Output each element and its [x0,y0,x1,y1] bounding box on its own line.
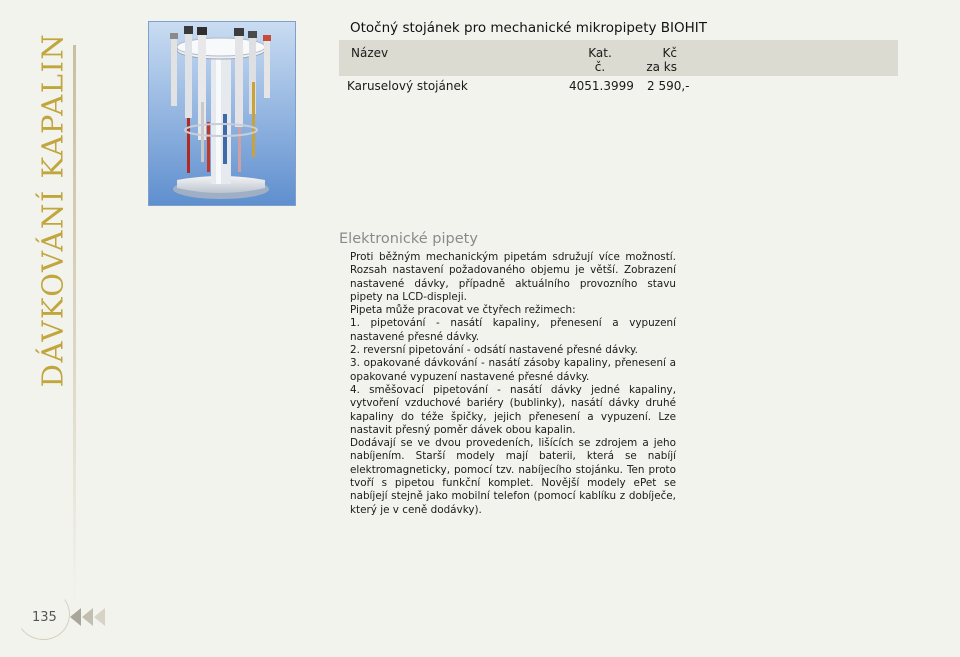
column-header-price-line2: za ks [646,60,677,74]
paragraph: Dodávají se ve dvou provedeních, lišících se zdrojem a jeho nabíjením. Starší modely mají baterii, která se nabíjí elektromagneticky, pomocí tzv. nabíjecího stojánku. Ten proto tvoří s pipetou funkční komplet. Novější modely ePet se nabíjejí stejně jako mobilní telefon (pomocí kablíku z dobíječe, který je v ceně dodávky). [350,437,676,516]
paragraph: Proti běžným mechanickým pipetám sdružují více možností. Rozsah nastavení požadovaného objemu je větší. Zobrazení nastavené dávky, případně aktuálního provozního stavu pipety na LCD-displeji. [350,251,676,303]
arrow-left-icon [70,608,81,626]
cell-catalog-number: 4051.3999 [569,79,634,93]
column-header-catalog-line1: Kat. [588,46,612,60]
column-header-price-line1: Kč [662,46,677,60]
table-row [339,79,898,97]
arrow-left-icon [94,608,105,626]
paragraph: 3. opakované dávkování - nasátí zásoby kapaliny, přenesení a opakované vypuzení nastavené přesné dávky. [350,357,676,383]
paragraph: 1. pipetování - nasátí kapaliny, přenesení a vypuzení nastavené přesné dávky. [350,317,676,343]
cell-name: Karuselový stojánek [347,79,468,93]
paragraph: 2. reversní pipetování - odsátí nastavené přesné dávky. [350,344,638,357]
column-header-catalog-line2: č. [594,60,606,74]
page-number: 135 [32,610,57,625]
column-header-price [645,46,677,74]
section-body [350,251,676,517]
product-title: Otočný stojánek pro mechanické mikropipety BIOHIT [350,20,708,36]
side-divider [73,45,76,605]
pipette-carousel-image [149,22,295,205]
cell-price: 2 590,- [647,79,690,93]
paragraph: 4. směšovací pipetování - nasátí dávky jedné kapaliny, vytvoření vzduchové bariéry (bublinky), nasátí dávky druhé kapaliny do téže špičky, jejich přenesení a vypuzení. Lze nastavit přesný poměr dávek obou kapalin. [350,383,676,436]
column-header-catalog [585,46,615,74]
column-header-name: Název [351,46,389,60]
chapter-title-text: DÁVKOVÁNÍ KAPALIN [35,32,69,388]
arrow-left-icon [82,608,93,626]
paragraph: Pipeta může pracovat ve čtyřech režimech: [350,304,576,317]
previous-page-button[interactable] [70,608,106,626]
table-header [339,40,898,76]
section-title: Elektronické pipety [339,231,478,247]
product-photo [148,21,296,206]
